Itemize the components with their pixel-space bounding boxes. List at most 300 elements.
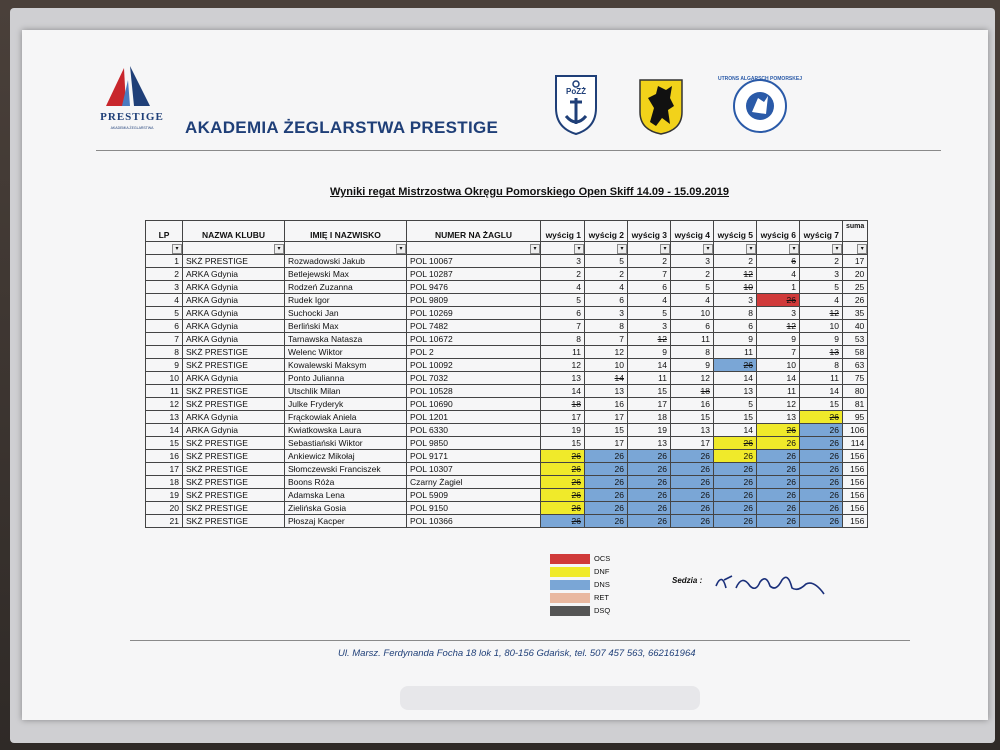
col-header: wyścig 1 [541, 221, 585, 242]
col-header: wyścig 3 [628, 221, 671, 242]
sum-cell: 81 [843, 398, 868, 411]
club-cell: SKŻ PRESTIGE [183, 255, 285, 268]
lp-cell: 2 [146, 268, 183, 281]
lp-cell: 19 [146, 489, 183, 502]
table-row [146, 320, 868, 333]
race-result-cell: 9 [671, 359, 714, 372]
sail-number-cell: POL 10067 [407, 255, 541, 268]
race-result-cell: 6 [585, 294, 628, 307]
race-result-cell: 15 [671, 411, 714, 424]
race-result-cell: 17 [671, 437, 714, 450]
race-result-cell: 1 [757, 281, 800, 294]
club-cell: ARKA Gdynia [183, 268, 285, 281]
legend-swatch [550, 606, 590, 616]
race-result-cell: 26 [800, 476, 843, 489]
race-result-cell: 26 [628, 515, 671, 528]
filter-cell [800, 242, 843, 255]
sail-number-cell: POL 10092 [407, 359, 541, 372]
race-result-cell: 4 [800, 294, 843, 307]
club-cell: SKŻ PRESTIGE [183, 502, 285, 515]
race-result-cell: 11 [714, 346, 757, 359]
race-result-cell: 11 [757, 385, 800, 398]
filter-dropdown-icon[interactable]: ▾ [274, 244, 284, 254]
club-cell: ARKA Gdynia [183, 307, 285, 320]
sailor-name-cell: Rudek Igor [285, 294, 407, 307]
sailor-name-cell: Rozwadowski Jakub [285, 255, 407, 268]
prestige-logo-subtext: AKADEMIA ŻEGLARSTWA [110, 126, 154, 130]
race-result-cell: 26 [714, 463, 757, 476]
race-result-cell: 18 [671, 385, 714, 398]
race-result-cell: 26 [671, 489, 714, 502]
race-result-cell: 4 [628, 294, 671, 307]
sail-number-cell: Czarny Żagiel [407, 476, 541, 489]
sail-number-cell: POL 7482 [407, 320, 541, 333]
col-header: NUMER NA ŻAGLU [407, 221, 541, 242]
lp-cell: 17 [146, 463, 183, 476]
lp-cell: 12 [146, 398, 183, 411]
race-result-cell: 10 [714, 281, 757, 294]
race-result-cell: 2 [541, 268, 585, 281]
col-header: wyścig 5 [714, 221, 757, 242]
race-result-cell: 26 [714, 450, 757, 463]
lp-cell: 11 [146, 385, 183, 398]
race-result-cell: 13 [585, 385, 628, 398]
table-row [146, 255, 868, 268]
sail-number-cell: POL 9809 [407, 294, 541, 307]
table-row [146, 476, 868, 489]
race-result-cell: 10 [800, 320, 843, 333]
race-result-cell: 12 [800, 307, 843, 320]
table-row [146, 372, 868, 385]
race-result-cell: 14 [585, 372, 628, 385]
filter-dropdown-icon[interactable]: ▾ [789, 244, 799, 254]
prestige-logo-text: PRESTIGE [100, 111, 164, 123]
race-result-cell: 26 [757, 489, 800, 502]
sail-number-cell: POL 9171 [407, 450, 541, 463]
table-row [146, 424, 868, 437]
table-row [146, 398, 868, 411]
sailor-name-cell: Płoszaj Kacper [285, 515, 407, 528]
col-header: wyścig 2 [585, 221, 628, 242]
race-result-cell: 8 [671, 346, 714, 359]
adhesive-tape [400, 686, 700, 710]
race-result-cell: 10 [757, 359, 800, 372]
race-result-cell: 26 [585, 502, 628, 515]
race-result-cell: 6 [671, 320, 714, 333]
race-result-cell: 4 [541, 281, 585, 294]
col-header: wyścig 7 [800, 221, 843, 242]
race-result-cell: 26 [800, 502, 843, 515]
table-row [146, 502, 868, 515]
race-result-cell: 5 [541, 294, 585, 307]
sail-number-cell: POL 7032 [407, 372, 541, 385]
legend-swatch [550, 567, 590, 577]
race-result-cell: 15 [714, 411, 757, 424]
race-result-cell: 26 [800, 450, 843, 463]
lp-cell: 1 [146, 255, 183, 268]
club-cell: ARKA Gdynia [183, 320, 285, 333]
race-result-cell: 7 [757, 346, 800, 359]
race-result-cell: 12 [585, 346, 628, 359]
sail-number-cell: POL 9150 [407, 502, 541, 515]
race-result-cell: 9 [800, 333, 843, 346]
race-result-cell: 12 [714, 268, 757, 281]
filter-cell [183, 242, 285, 255]
race-result-cell: 26 [585, 450, 628, 463]
lp-cell: 13 [146, 411, 183, 424]
legend-swatch [550, 593, 590, 603]
sailor-name-cell: Ankiewicz Mikołaj [285, 450, 407, 463]
race-result-cell: 26 [585, 476, 628, 489]
club-cell: ARKA Gdynia [183, 411, 285, 424]
race-result-cell: 26 [714, 502, 757, 515]
filter-dropdown-icon[interactable]: ▾ [530, 244, 540, 254]
prestige-logo [92, 62, 172, 140]
sum-cell: 114 [843, 437, 868, 450]
table-row [146, 411, 868, 424]
pozz-anchor-emblem [552, 72, 600, 136]
filter-dropdown-icon[interactable]: ▾ [703, 244, 713, 254]
lp-cell: 14 [146, 424, 183, 437]
race-result-cell: 12 [541, 359, 585, 372]
filter-cell [628, 242, 671, 255]
sailor-name-cell: Berliński Max [285, 320, 407, 333]
sum-cell: 53 [843, 333, 868, 346]
race-result-cell: 14 [628, 359, 671, 372]
race-result-cell: 14 [800, 385, 843, 398]
race-result-cell: 26 [628, 463, 671, 476]
filter-dropdown-icon[interactable]: ▾ [857, 244, 867, 254]
race-result-cell: 26 [757, 437, 800, 450]
filter-cell [714, 242, 757, 255]
table-row [146, 333, 868, 346]
race-result-cell: 26 [628, 489, 671, 502]
sail-number-cell: POL 1201 [407, 411, 541, 424]
academy-name: AKADEMIA ŻEGLARSTWA PRESTIGE [185, 118, 499, 137]
emblem1-text: PoZŻ [566, 87, 586, 96]
judge-label: Sedzia : [672, 576, 703, 585]
race-result-cell: 5 [671, 281, 714, 294]
race-result-cell: 13 [800, 346, 843, 359]
table-row [146, 346, 868, 359]
header-divider [96, 150, 941, 151]
race-result-cell: 14 [757, 372, 800, 385]
legend-item [550, 552, 610, 565]
legend-item [550, 578, 610, 591]
lp-cell: 3 [146, 281, 183, 294]
lp-cell: 16 [146, 450, 183, 463]
legend-label: RET [594, 593, 609, 602]
race-result-cell: 6 [628, 281, 671, 294]
sailor-name-cell: Tarnawska Natasza [285, 333, 407, 346]
col-header: LP [146, 221, 183, 242]
legend-label: DNS [594, 580, 610, 589]
sailor-name-cell: Kwiatkowska Laura [285, 424, 407, 437]
race-result-cell: 26 [800, 437, 843, 450]
table-row [146, 385, 868, 398]
sailor-name-cell: Zielińska Gosia [285, 502, 407, 515]
club-cell: ARKA Gdynia [183, 333, 285, 346]
race-result-cell: 8 [800, 359, 843, 372]
race-result-cell: 19 [628, 424, 671, 437]
filter-row [146, 242, 868, 255]
race-result-cell: 15 [628, 385, 671, 398]
race-result-cell: 5 [628, 307, 671, 320]
lp-cell: 18 [146, 476, 183, 489]
race-result-cell: 11 [671, 333, 714, 346]
race-result-cell: 26 [757, 424, 800, 437]
race-result-cell: 26 [757, 294, 800, 307]
sum-cell: 58 [843, 346, 868, 359]
sail-number-cell: POL 10307 [407, 463, 541, 476]
lp-cell: 5 [146, 307, 183, 320]
sailor-name-cell: Sebastiański Wiktor [285, 437, 407, 450]
race-result-cell: 26 [585, 489, 628, 502]
results-table [145, 220, 868, 528]
race-result-cell: 4 [671, 294, 714, 307]
race-result-cell: 2 [585, 268, 628, 281]
race-result-cell: 26 [714, 437, 757, 450]
filter-cell [843, 242, 868, 255]
race-result-cell: 26 [714, 359, 757, 372]
filter-dropdown-icon[interactable]: ▾ [617, 244, 627, 254]
footer-address: Ul. Marsz. Ferdynanda Focha 18 lok 1, 80-156 Gdańsk, tel. 507 457 563, 662161964 [338, 648, 696, 659]
filter-dropdown-icon[interactable]: ▾ [746, 244, 756, 254]
race-result-cell: 26 [714, 489, 757, 502]
race-result-cell: 26 [800, 424, 843, 437]
sailor-name-cell: Utschlik Milan [285, 385, 407, 398]
table-row [146, 281, 868, 294]
race-result-cell: 11 [628, 372, 671, 385]
race-result-cell: 3 [541, 255, 585, 268]
sum-cell: 156 [843, 489, 868, 502]
filter-dropdown-icon[interactable]: ▾ [574, 244, 584, 254]
sailor-name-cell: Kowalewski Maksym [285, 359, 407, 372]
race-result-cell: 26 [628, 476, 671, 489]
club-cell: SKŻ PRESTIGE [183, 489, 285, 502]
race-result-cell: 10 [671, 307, 714, 320]
table-row [146, 268, 868, 281]
griffin-coat-of-arms-emblem [638, 78, 684, 136]
race-result-cell: 12 [757, 320, 800, 333]
race-result-cell: 8 [585, 320, 628, 333]
race-result-cell: 26 [585, 515, 628, 528]
filter-dropdown-icon[interactable]: ▾ [660, 244, 670, 254]
sum-cell: 20 [843, 268, 868, 281]
sum-cell: 156 [843, 515, 868, 528]
sailor-name-cell: Rodzeń Zuzanna [285, 281, 407, 294]
club-cell: SKŻ PRESTIGE [183, 463, 285, 476]
race-result-cell: 13 [714, 385, 757, 398]
race-result-cell: 26 [671, 502, 714, 515]
lp-cell: 6 [146, 320, 183, 333]
club-cell: ARKA Gdynia [183, 372, 285, 385]
lp-cell: 20 [146, 502, 183, 515]
race-result-cell: 17 [628, 398, 671, 411]
col-header: wyścig 6 [757, 221, 800, 242]
sail-number-cell: POL 6330 [407, 424, 541, 437]
filter-cell [285, 242, 407, 255]
emblem3-text: UTRONS ALGARSCH POMORSKEJ [718, 76, 802, 82]
club-cell: SKŻ PRESTIGE [183, 450, 285, 463]
col-header: wyścig 4 [671, 221, 714, 242]
lp-cell: 15 [146, 437, 183, 450]
race-result-cell: 11 [800, 372, 843, 385]
race-result-cell: 5 [800, 281, 843, 294]
sail-number-cell: POL 10672 [407, 333, 541, 346]
filter-cell [146, 242, 183, 255]
legend-label: OCS [594, 554, 611, 563]
club-cell: ARKA Gdynia [183, 424, 285, 437]
sum-cell: 17 [843, 255, 868, 268]
lp-cell: 10 [146, 372, 183, 385]
col-header: NAZWA KLUBU [183, 221, 285, 242]
filter-dropdown-icon[interactable]: ▾ [832, 244, 842, 254]
club-cell: SKŻ PRESTIGE [183, 346, 285, 359]
sum-cell: 26 [843, 294, 868, 307]
legend-label: DSQ [594, 606, 611, 615]
race-result-cell: 15 [541, 437, 585, 450]
race-result-cell: 26 [800, 463, 843, 476]
club-cell: ARKA Gdynia [183, 281, 285, 294]
race-result-cell: 26 [757, 463, 800, 476]
filter-cell [407, 242, 541, 255]
race-result-cell: 18 [541, 398, 585, 411]
legend-swatch [550, 554, 590, 564]
race-result-cell: 16 [671, 398, 714, 411]
table-row [146, 489, 868, 502]
race-result-cell: 18 [628, 411, 671, 424]
lp-cell: 7 [146, 333, 183, 346]
race-result-cell: 10 [585, 359, 628, 372]
race-result-cell: 3 [714, 294, 757, 307]
race-result-cell: 15 [585, 424, 628, 437]
sailor-name-cell: Suchocki Jan [285, 307, 407, 320]
sail-number-cell: POL 5909 [407, 489, 541, 502]
race-result-cell: 26 [671, 450, 714, 463]
judge-signature [712, 566, 832, 598]
race-result-cell: 26 [714, 476, 757, 489]
race-result-cell: 17 [541, 411, 585, 424]
race-result-cell: 3 [585, 307, 628, 320]
results-title: Wyniki regat Mistrzostwa Okręgu Pomorskiego Open Skiff 14.09 - 15.09.2019 [330, 186, 729, 198]
col-header: suma [843, 221, 868, 242]
race-result-cell: 26 [541, 502, 585, 515]
race-result-cell: 26 [714, 515, 757, 528]
race-result-cell: 13 [757, 411, 800, 424]
sum-cell: 156 [843, 476, 868, 489]
col-header: IMIĘ I NAZWISKO [285, 221, 407, 242]
sum-cell: 40 [843, 320, 868, 333]
race-result-cell: 2 [671, 268, 714, 281]
race-result-cell: 26 [628, 450, 671, 463]
table-row [146, 437, 868, 450]
filter-cell [585, 242, 628, 255]
sailor-name-cell: Welenc Wiktor [285, 346, 407, 359]
race-result-cell: 14 [541, 385, 585, 398]
legend-swatch [550, 580, 590, 590]
race-result-cell: 6 [541, 307, 585, 320]
race-result-cell: 2 [800, 255, 843, 268]
sail-number-cell: POL 10366 [407, 515, 541, 528]
race-result-cell: 3 [628, 320, 671, 333]
race-result-cell: 26 [757, 476, 800, 489]
race-result-cell: 19 [541, 424, 585, 437]
sailor-name-cell: Frąckowiak Aniela [285, 411, 407, 424]
race-result-cell: 9 [757, 333, 800, 346]
race-result-cell: 17 [585, 437, 628, 450]
sum-cell: 80 [843, 385, 868, 398]
sailor-name-cell: Julke Fryderyk [285, 398, 407, 411]
sail-number-cell: POL 9476 [407, 281, 541, 294]
legend [550, 552, 610, 617]
legend-label: DNF [594, 567, 610, 576]
sum-cell: 106 [843, 424, 868, 437]
sum-cell: 156 [843, 502, 868, 515]
lp-cell: 4 [146, 294, 183, 307]
club-cell: SKŻ PRESTIGE [183, 515, 285, 528]
table-row [146, 450, 868, 463]
sail-number-cell: POL 10690 [407, 398, 541, 411]
race-result-cell: 9 [628, 346, 671, 359]
table-row [146, 307, 868, 320]
race-result-cell: 9 [714, 333, 757, 346]
race-result-cell: 26 [671, 463, 714, 476]
race-result-cell: 26 [757, 502, 800, 515]
race-result-cell: 26 [800, 515, 843, 528]
race-result-cell: 12 [671, 372, 714, 385]
race-result-cell: 26 [757, 450, 800, 463]
filter-dropdown-icon[interactable]: ▾ [396, 244, 406, 254]
sailor-name-cell: Słomczewski Franciszek [285, 463, 407, 476]
race-result-cell: 13 [628, 437, 671, 450]
sum-cell: 156 [843, 463, 868, 476]
race-result-cell: 7 [541, 320, 585, 333]
race-result-cell: 7 [585, 333, 628, 346]
race-result-cell: 26 [628, 502, 671, 515]
race-result-cell: 26 [541, 463, 585, 476]
sum-cell: 63 [843, 359, 868, 372]
sum-cell: 75 [843, 372, 868, 385]
club-cell: SKŻ PRESTIGE [183, 359, 285, 372]
race-result-cell: 26 [541, 450, 585, 463]
race-result-cell: 26 [671, 515, 714, 528]
sum-cell: 156 [843, 450, 868, 463]
sailor-name-cell: Adamska Lena [285, 489, 407, 502]
race-result-cell: 7 [628, 268, 671, 281]
race-result-cell: 14 [714, 372, 757, 385]
sailor-name-cell: Betlejewski Max [285, 268, 407, 281]
lp-cell: 21 [146, 515, 183, 528]
sailor-name-cell: Boons Róża [285, 476, 407, 489]
race-result-cell: 5 [585, 255, 628, 268]
filter-dropdown-icon[interactable]: ▾ [172, 244, 182, 254]
filter-cell [757, 242, 800, 255]
race-result-cell: 3 [800, 268, 843, 281]
race-result-cell: 26 [585, 463, 628, 476]
race-result-cell: 4 [757, 268, 800, 281]
race-result-cell: 2 [628, 255, 671, 268]
race-result-cell: 2 [714, 255, 757, 268]
club-cell: SKŻ PRESTIGE [183, 437, 285, 450]
legend-item [550, 565, 610, 578]
race-result-cell: 26 [800, 411, 843, 424]
race-result-cell: 6 [714, 320, 757, 333]
legend-item [550, 604, 610, 617]
race-result-cell: 26 [541, 476, 585, 489]
race-result-cell: 8 [714, 307, 757, 320]
race-result-cell: 12 [757, 398, 800, 411]
